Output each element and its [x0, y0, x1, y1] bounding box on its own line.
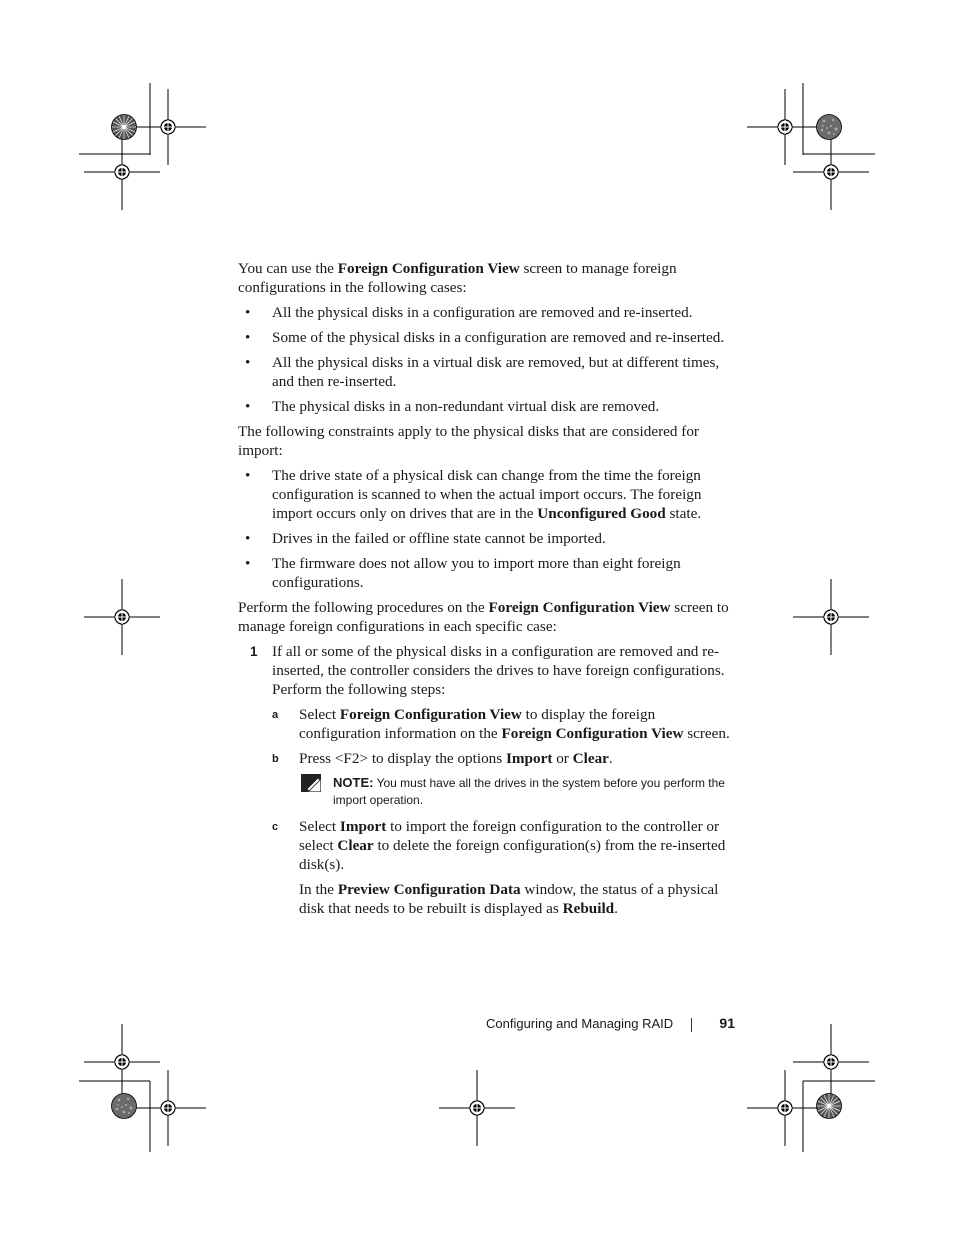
- list-item: • The firmware does not allow you to import more than eight foreign configurations.: [245, 555, 681, 591]
- ui-term: Foreign Configuration View: [337, 260, 520, 277]
- preview-paragraph: In the Preview Configuration Data window, the status of a physical disk that needs to be rebuilt is displayed as Rebuild.: [299, 881, 719, 917]
- substep-letter: b: [272, 753, 279, 765]
- page-body: [238, 259, 738, 924]
- chapter-title: Configuring and Managing RAID: [486, 1016, 674, 1031]
- ui-term: Import: [339, 818, 387, 835]
- bullet-icon: •: [245, 555, 251, 572]
- ui-term: Rebuild: [562, 900, 615, 917]
- crop-line-bottom-left: [79, 1081, 150, 1152]
- crosshair-mark: [793, 1024, 869, 1100]
- ui-term: Foreign Configuration View: [488, 599, 671, 616]
- crosshair-mark: [793, 134, 869, 210]
- list-item: • Drives in the failed or offline state cannot be imported.: [245, 530, 606, 547]
- crop-line-bottom-right: [803, 1081, 875, 1152]
- list-item: • All the physical disks in a configuration are removed and re-inserted.: [245, 304, 693, 321]
- speckle-target-mark: [112, 1094, 137, 1119]
- bullet-icon: •: [245, 354, 251, 371]
- ui-term: Foreign Configuration View: [501, 725, 684, 742]
- intro-paragraph: You can use the Foreign Configuration View screen to manage foreign configurations in the following cases:: [238, 260, 677, 296]
- step-number: 1: [250, 644, 258, 659]
- substep-letter: c: [272, 821, 279, 833]
- constraints-intro: The following constraints apply to the physical disks that are considered for import:: [238, 423, 699, 459]
- bullet-icon: •: [245, 467, 251, 484]
- step-1: 1 If all or some of the physical disks in a configuration are removed and re-inserted, the controller considers the drives to have foreign configurations. Perform the following steps:: [250, 643, 725, 698]
- crosshair-mark: [793, 579, 869, 655]
- list-item: • All the physical disks in a virtual disk are removed, but at different times, and then re-inserted.: [245, 354, 720, 390]
- note-label: NOTE:: [333, 775, 374, 790]
- ui-term: Preview Configuration Data: [337, 881, 521, 898]
- substep-c: c Select Import to import the foreign configuration to the controller or select Clear to delete the foreign configuration(s) from the re-inserted disk(s).: [272, 818, 726, 873]
- list-item: • The physical disks in a non-redundant virtual disk are removed.: [245, 398, 660, 415]
- bullet-icon: •: [245, 530, 251, 547]
- bullet-icon: •: [245, 304, 251, 321]
- note-text: You must have all the drives in the system before you perform the import operation.: [333, 776, 725, 807]
- bullet-icon: •: [245, 398, 251, 415]
- substep-a: a Select Foreign Configuration View to display the foreign configuration information on the Foreign Configuration View screen.: [272, 706, 730, 742]
- ui-term: Clear: [572, 750, 609, 767]
- page-number: 91: [719, 1015, 735, 1031]
- ui-term: Foreign Configuration View: [339, 706, 522, 723]
- page-footer: [486, 1014, 738, 1034]
- crosshair-mark: [84, 134, 160, 210]
- ui-term: Clear: [337, 837, 374, 854]
- bullet-icon: •: [245, 329, 251, 346]
- crosshair-mark: [84, 579, 160, 655]
- cases-list: [238, 303, 738, 416]
- star-target-mark: [112, 115, 137, 140]
- procedures-intro: Perform the following procedures on the Foreign Configuration View screen to manage foreign configurations in each specific case:: [238, 599, 729, 635]
- list-item: • The drive state of a physical disk can change from the time the foreign configuration is scanned to when the actual import occurs. The foreign import occurs only on drives that are in the Unconfigured Good state.: [245, 467, 702, 522]
- list-item: • Some of the physical disks in a configuration are removed and re-inserted.: [245, 329, 725, 346]
- substep-letter: a: [272, 709, 279, 721]
- ui-term: Unconfigured Good: [537, 505, 666, 522]
- footer-divider: [691, 1018, 692, 1032]
- speckle-target-mark: [817, 115, 842, 140]
- note-pencil-icon: [301, 774, 321, 797]
- substep-b: b Press <F2> to display the options Import or Clear.: [272, 750, 613, 767]
- constraints-list: [238, 466, 738, 592]
- note-box: [238, 774, 738, 809]
- crosshair-mark: [84, 1024, 160, 1100]
- crosshair-mark: [439, 1070, 515, 1146]
- star-target-mark: [817, 1094, 842, 1119]
- ui-term: Import: [505, 750, 553, 767]
